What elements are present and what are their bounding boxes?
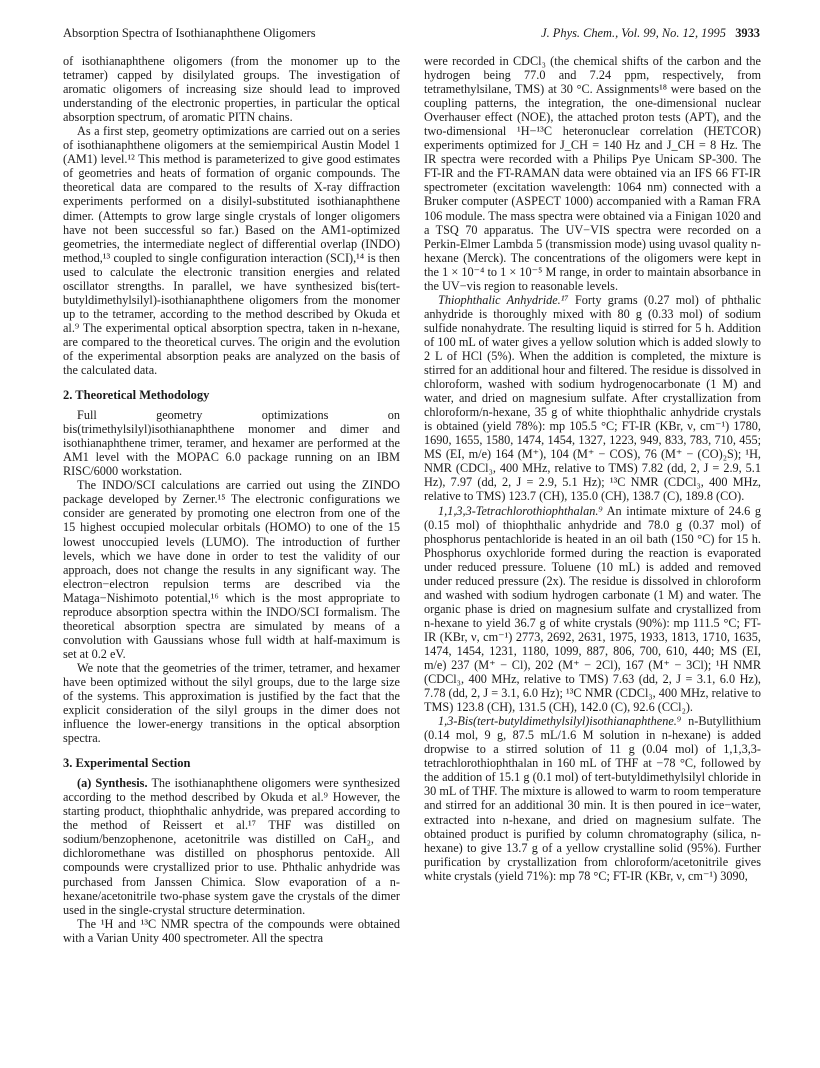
right-column	[424, 54, 761, 883]
paragraph-body: Forty grams (0.27 mol) of phthalic anhydride is thoroughly mixed with 80 g (0.33 mol) of sodium sulfide nonahydrate. The resulting liquid is stirred for 5 h. Addition of 100 mL of water gives a yellow solution which is added slowly to 2 L of HCl (5%). When the addition is completed, the mixture is stirred for an additional hour and filtered. The residue is dissolved in chloroform, washed with sodium hydrogenocarbonate (1 M) and water, and dried on magnesium sulfate. After crystallization from chloroform/n-hexane, 35 g of white thiophthalic anhydride crystals is obtained (yield 78%): mp 105.5 °C; FT-IR (KBr, ν, cm⁻¹) 1780, 1690, 1655, 1580, 1474, 1454, 1327, 1223, 949, 833, 783, 710, 455; MS (EI, m/e) 164 (M⁺), 104 (M⁺ − COS), 76 (M⁺ − (CO)₂S); ¹H, NMR (CDCl₃, 400 MHz, relative to TMS) 7.82 (dd, 2, J = 2.9, 5.1 Hz), 7.97 (dd, 2, J = 2.9, 5.1 Hz); ¹³C NMR (CDCl₃, 400 MHz, relative to TMS) 123.7 (CH), 135.0 (CH), 138.7 (C), 189.8 (CO).	[424, 292, 761, 504]
paragraph: of isothianaphthene oligomers (from the monomer up to the tetramer) capped by disilylated groups. The investigation of aromatic oligomers of increasing size should lead to improved understanding of the electronic properties, in particular the optical absorption spectrum, of aromatic PITN chains.	[63, 54, 400, 125]
paragraph: We note that the geometries of the trimer, tetramer, and hexamer have been optimized without the silyl groups, due to the large size of the systems. This approximation is justified by the fact that the explicit consideration of the silyl groups in the dimer does not influence the lower-energy transitions in the optical absorption spectra.	[63, 660, 400, 746]
paragraph: The ¹H and ¹³C NMR spectra of the compounds were obtained with a Varian Unity 400 spectrometer. All the spectra	[63, 916, 400, 945]
journal-citation	[541, 26, 760, 41]
paragraph-body: The isothianaphthene oligomers were synthesized according to the method described by Okuda et al.⁹ However, the starting product, thiophthalic anhydride, was prepared according to the method of Reissert et al.¹⁷ THF was distilled on sodium/benzophenone, acetonitrile was distilled on CaH₂, and dichloromethane was distilled on phosphorus pentoxide. All compounds were crystallized prior to use. Phthalic anhydride was purchased from Janssen Chimica. Slow evaporation of a n-hexane/acetonitrile two-phase system gave the crystals of the dimer used in the single-crystal structure determination.	[63, 776, 400, 917]
paragraph	[424, 293, 761, 504]
section-heading: 3. Experimental Section	[63, 756, 191, 771]
paragraph-body: An intimate mixture of 24.6 g (0.15 mol) of thiophthalic anhydride and 78.0 g (0.37 mol) of phosphorus pentachloride is heated in an oil bath (150 °C) for 15 h. Phosphorus oxychloride formed during the reaction is evaporated under reduced pressure. Toluene (10 mL) is added and removed under reduced pressure (2x). The residue is dissolved in chloroform and washed with sodium hydrogen carbonate (1 M) and water. The organic phase is dried on magnesium sulfate and crystallized from n-hexane to yield 36.7 g of white crystals (90%): mp 111.5 °C; FT-IR (KBr, ν, cm⁻¹) 2773, 2692, 2631, 1975, 1933, 1813, 1710, 1635, 1474, 1454, 1231, 1180, 1099, 887, 806, 700, 610, 440; MS (EI, m/e) 237 (M⁺ − Cl), 202 (M⁺ − 2Cl), 167 (M⁺ − 3Cl); ¹H NMR (CDCl₃, 400 MHz, relative to TMS) 7.63 (dd, 2, J = 3.1, 6.0 Hz), 7.78 (dd, 2, J = 3.1, 6.0 Hz); ¹³C NMR (CDCl₃, 400 MHz, relative to TMS) 123.8 (CH), 131.5 (CH), 142.0 (C), 92.6 (CCl₂).	[424, 503, 761, 715]
journal-info: J. Phys. Chem., Vol. 99, No. 12, 1995	[541, 26, 726, 40]
paragraph: As a first step, geometry optimizations are carried out on a series of isothianaphthene oligomers at the semiempirical Austin Model 1 (AM1) level.¹² This method is parameterized to give good estimates of geometries and heats of formation of organic compounds. The theoretical data are compared to the results of X-ray diffraction experiments performed on a disilyl-substituted isothianaphthene dimer. (Attempts to grow large single crystals of longer oligomers have not been successful so far.) Based on the AM1-optimized geometries, the intermediate neglect of differential overlap (INDO) method,¹³ coupled to single configuration interaction (SCI),¹⁴ is then used to calculate the electronic transition energies and related oscillator strengths. In parallel, we have synthesized bis(tert-butyldimethylsilyl)-isothianaphthene oligomers from the monomer up to the tetramer, according to the method described by Okuda et al.⁹ The experimental optical absorption spectra, taken in n-hexane, are compared to the theoretical curves. The origin and the evolution of the experimental absorption peaks are analyzed on the basis of the calculated data.	[63, 124, 400, 378]
section-heading: 2. Theoretical Methodology	[63, 388, 210, 403]
paragraph	[63, 776, 400, 916]
paragraph: The INDO/SCI calculations are carried out using the ZINDO package developed by Zerner.¹⁵ The electronic configurations we consider are generated by promoting one electron from one of the 15 highest occupied molecular orbitals (HOMO) to one of the 15 lowest unoccupied levels (LUMO). The introduction of further levels, which we have done in order to test the validity of our approach, does not change the results in any significant way. The electron−electron repulsion terms are described via the Mataga−Nishimoto potential,¹⁶ which is the most appropriate to reproduce absorption spectra within the INDO/SCI formalism. The theoretical absorption spectra are simulated by means of a convolution with Gaussians whose full width at half-maximum is set at 0.2 eV.	[63, 478, 400, 661]
paragraph: Full geometry optimizations on bis(trimethylsilyl)isothianaphthene monomer and dimer and isothianaphthene trimer, teramer, and hexamer are performed at the AM1 level with the MOPAC 6.0 package running on an IBM RISC/6000 workstation.	[63, 408, 400, 479]
paragraph	[424, 504, 761, 715]
runin-heading: Thiophthalic Anhydride.¹⁷	[438, 292, 569, 307]
running-title: Absorption Spectra of Isothianaphthene Oligomers	[63, 26, 316, 40]
page-number: 3933	[735, 26, 760, 40]
running-header	[63, 26, 760, 44]
left-column	[63, 54, 400, 945]
paragraph: were recorded in CDCl₃ (the chemical shifts of the carbon and the hydrogen being 77.0 and 7.24 ppm, respectively, from tetramethylsilane, TMS) at 30 °C. Assignments¹⁸ were based on the coupling patterns, the integration, the one-dimensional nuclear Overhauser effect (NOE), the attached proton tests (APT), and the two-dimensional ¹H−¹³C heteronuclear correlation (HETCOR) experiments optimized for J_CH = 140 Hz and J_CH = 8 Hz. The IR spectra were recorded with a Philips Pye Unicam SP-300. The FT-IR and the FT-RAMAN data were obtained via an IFS 66 FT-IR spectrometer (excitation wavelength: 1064 nm) connected with a Bruker computer (ASPECT 1000) accompanied with a Raman FRA 106 module. The mass spectra were obtained via a Finigan 1020 and a TSQ 70 apparatus. The UV−VIS spectra were recorded on a Perkin-Elmer Lambda 5 (transmission mode) using uvasol quality n-hexane (Merck). The concentrations of the oligomers were kept in the 1 × 10⁻⁴ to 1 × 10⁻⁵ M range, in order to maintain absorbance in the UV−vis region to reasonable levels.	[424, 54, 761, 293]
paragraph	[424, 714, 761, 883]
paragraph-body: n-Butyllithium (0.14 mol, 9 g, 87.5 mL/1.6 M solution in n-hexane) is added dropwise to a stirred solution of 11 g (0.04 mol) of 1,1,3,3-tetrachlorothiophthalan in 160 mL of THF at −78 °C, followed by the addition of 15.1 g (0.1 mol) of tert-butyldimethylsilyl chloride in 30 mL of THF. The mixture is allowed to warm to room temperature and stirred for an additional 30 min. It is then poured in ice−water, extracted into n-hexane, and dried on magnesium sulfate. The obtained product is purified by column chromatography (silica, n-hexane) to give 13.7 g of a yellow crystalline solid (95%). Further purification by crystallization from chloroform/acetonitrile gives white crystals (yield 71%): mp 78 °C; FT-IR (KBr, ν, cm⁻¹) 3090,	[424, 714, 761, 883]
runin-heading: 1,1,3,3-Tetrachlorothiophthalan.⁹	[438, 503, 603, 518]
runin-heading: 1,3-Bis(tert-butyldimethylsilyl)isothianaphthene.⁹	[438, 714, 682, 729]
runin-heading: (a) Synthesis.	[77, 776, 148, 791]
